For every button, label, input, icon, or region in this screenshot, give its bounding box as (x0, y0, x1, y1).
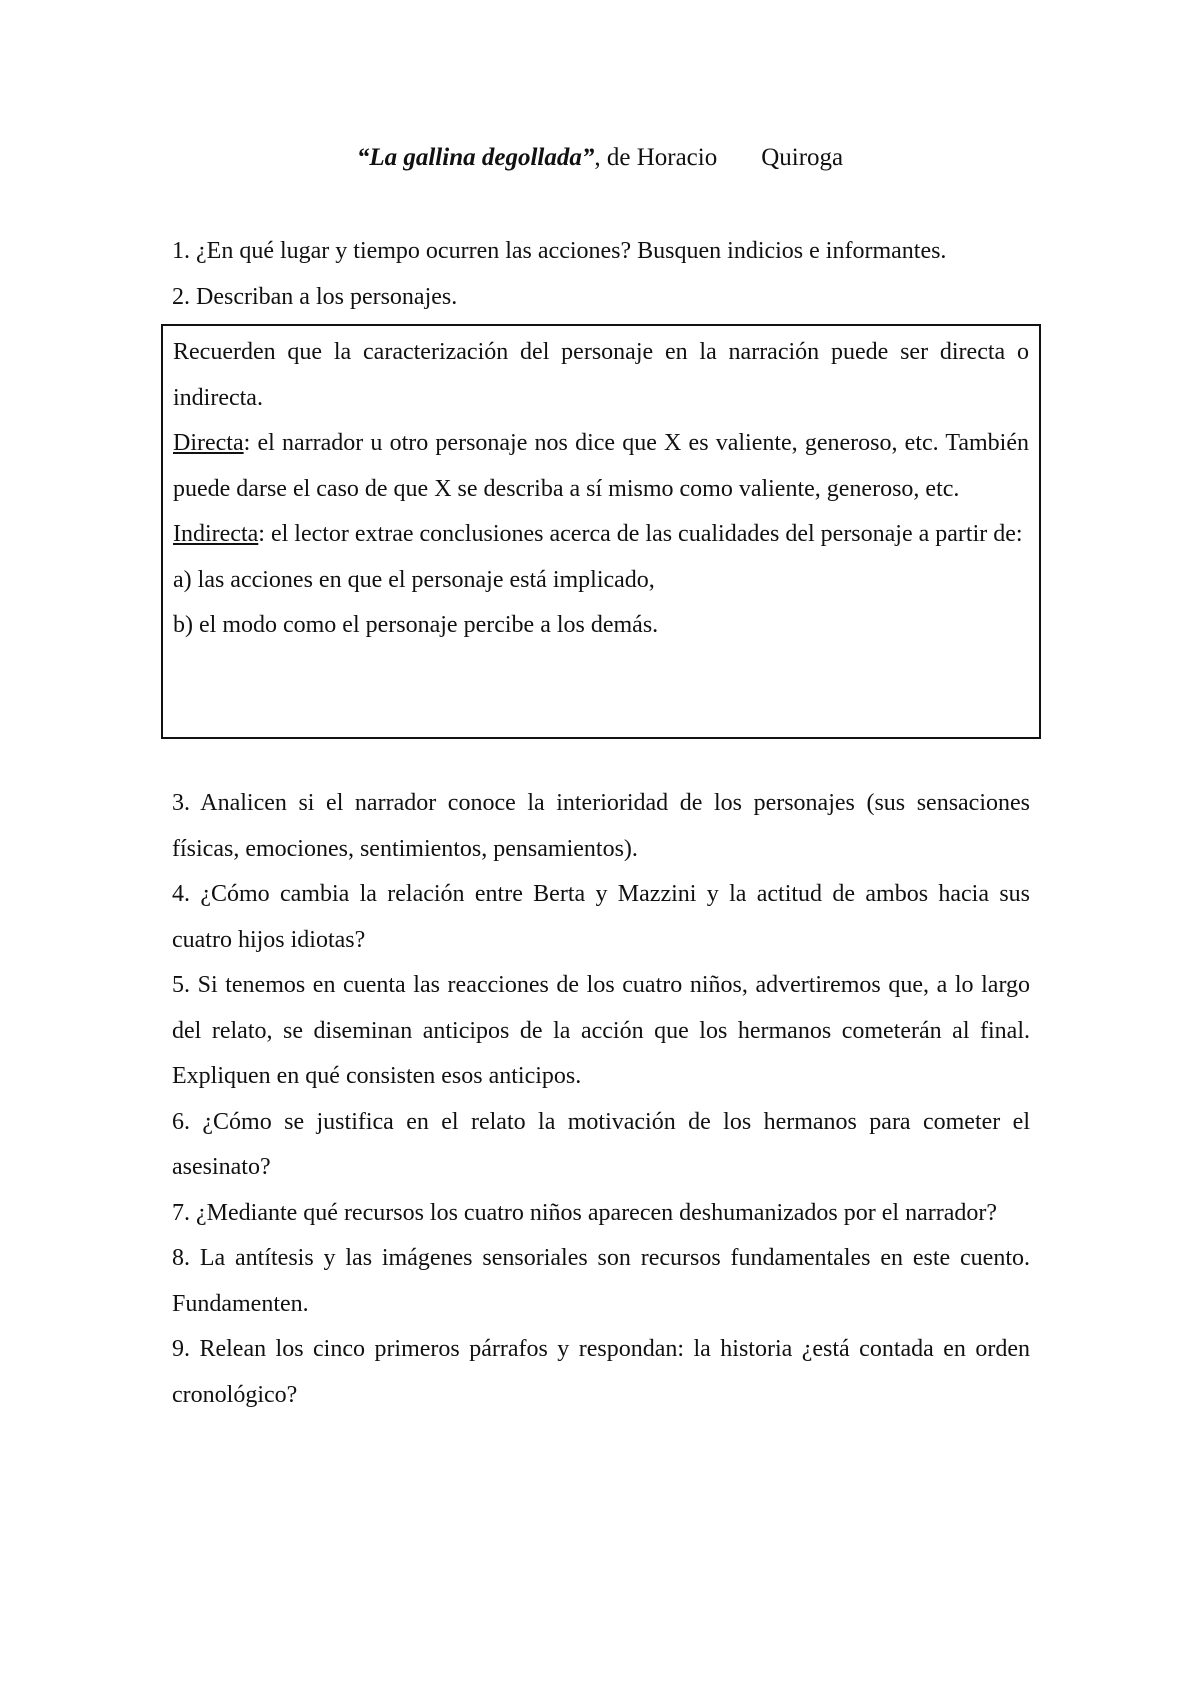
question-3: 3. Analicen si el narrador conoce la interioridad de los personajes (sus sensaciones físicas, emociones, sentimientos, pensamientos). (172, 790, 1030, 862)
note-indirect (173, 512, 1029, 558)
question-4: 4. ¿Cómo cambia la relación entre Berta y Mazzini y la actitud de ambos hacia sus cuatro hijos idiotas? (172, 881, 1030, 953)
note-direct-text: : el narrador u otro personaje nos dice que X es valiente, generoso, etc. También puede darse el caso de que X se describa a sí mismo como valiente, generoso, etc. (173, 430, 1029, 502)
title-author-surname: Quiroga (761, 144, 844, 171)
question-5: 5. Si tenemos en cuenta las reacciones de los cuatro niños, advertiremos que, a lo largo del relato, se diseminan anticipos de la acción que los hermanos cometerán al final. Expliquen en qué consisten esos anticipos. (172, 972, 1030, 1089)
note-item-b: b) el modo como el personaje percibe a los demás. (173, 612, 659, 638)
note-intro: Recuerden que la caracterización del personaje en la narración puede ser directa o indirecta. (173, 339, 1029, 411)
question-2: 2. Describan a los personajes. (172, 284, 458, 310)
work-title: “La gallina degollada” (356, 144, 595, 171)
question-1: 1. ¿En qué lugar y tiempo ocurren las acciones? Busquen indicios e informantes. (172, 238, 947, 264)
question-7: 7. ¿Mediante qué recursos los cuatro niños aparecen deshumanizados por el narrador? (172, 1199, 998, 1226)
document-title (0, 141, 1200, 175)
question-8: 8. La antítesis y las imágenes sensoriales son recursos fundamentales en este cuento. Fundamenten. (172, 1245, 1030, 1317)
note-direct (173, 421, 1029, 512)
questions-list (172, 781, 1030, 1418)
note-item-a: a) las acciones en que el personaje está implicado, (173, 566, 655, 593)
note-indirect-label: Indirecta (173, 521, 259, 547)
question-9: 9. Relean los cinco primeros párrafos y respondan: la historia ¿está contada en orden cronológico? (172, 1336, 1030, 1408)
note-direct-label: Directa (173, 430, 244, 456)
note-indirect-text: : el lector extrae conclusiones acerca de las cualidades del personaje a partir de: (258, 521, 1023, 547)
question-6: 6. ¿Cómo se justifica en el relato la motivación de los hermanos para cometer el asesinato? (172, 1108, 1030, 1180)
title-author-prefix: , de Horacio (594, 144, 718, 171)
characterization-note-box (161, 324, 1041, 739)
